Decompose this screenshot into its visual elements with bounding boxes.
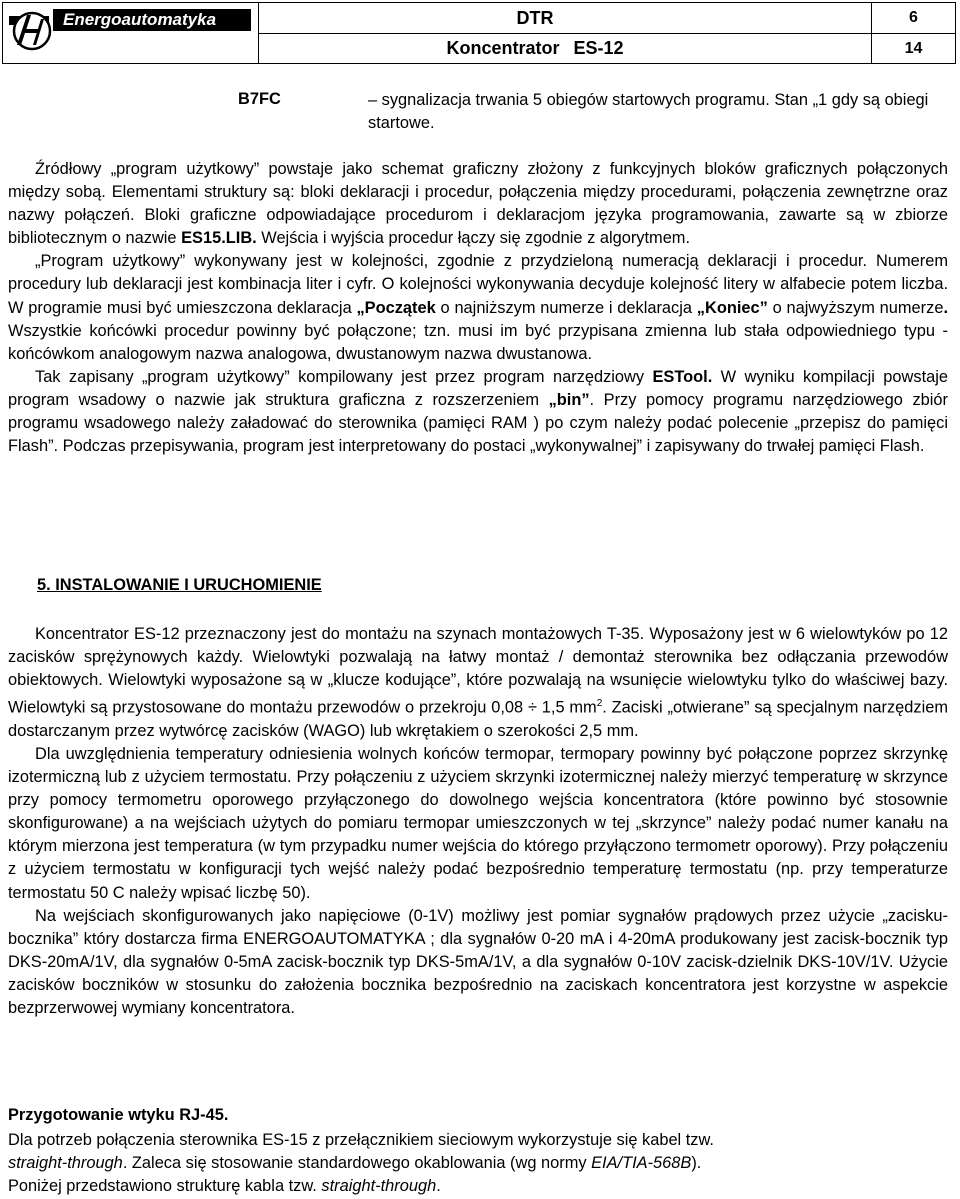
text-run: Poniżej przedstawiono strukturę kabla tzw. (8, 1177, 322, 1196)
page-number-cell (872, 3, 955, 63)
rj45-heading: Przygotowanie wtyku RJ-45. (8, 1106, 229, 1124)
text-run: Wejścia i wyjścia procedur łączy się zgodnie z algorytmem. (256, 229, 691, 248)
standard-name: EIA/TIA-568B (591, 1154, 692, 1173)
energoautomatyka-logo-icon (8, 7, 52, 51)
text-run: o najwyższym numerze (767, 298, 944, 317)
rj45-line-1: Dla potrzeb połączenia sterownika ES-15 z przełącznikiem sieciowym wykorzystuje się kabel tzw. (8, 1131, 714, 1149)
section-heading: 5. INSTALOWANIE I URUCHOMIENIE (37, 576, 322, 594)
superscript: 2 (596, 698, 603, 710)
doc-subject-name: Koncentrator (446, 38, 560, 58)
library-name: ES15.LIB. (181, 229, 257, 248)
cable-type: straight-through (321, 1177, 437, 1196)
text-run: . (436, 1177, 441, 1196)
file-extension: „bin” (548, 390, 590, 409)
company-logo-cell (3, 3, 259, 63)
keyword-end: „Koniec” (696, 298, 768, 317)
text-run: ). (691, 1154, 702, 1173)
text-run: . Przy pomocy programu narzędziowego zbiór programu wsadowego należy załadować do sterownika (pamięci RAM ) po czym należy podać polecenie „przepisz do pamięci Flash”. Podczas przepisywania, program jest interpretowany do postaci „wykonywalnej” i zapisywany do trwałej pamięci Flash. (8, 390, 948, 456)
text-run: Tak zapisany „program użytkowy” kompilowany jest przez program narzędziowy (35, 367, 653, 386)
paragraph-thermocouples: Dla uwzględnienia temperatury odniesienia wolnych końców termopar, termopary powinny być połączone poprzez skrzynkę izotermiczną lub z użyciem termostatu. Przy połączeniu z użyciem skrzynki izotermicznej należy mierzyć temperaturę w skrzynce przy pomocy termometru oporowego przyłączonego do dowolnego wejścia koncentratora (które powinno być stosownie skonfigurowane) a na wejściach użytych do pomiaru termopar umieszczonych w tej „skrzynce” należy podać numer kanału na którym mierzona jest temperatura (w tym przypadku numer wejścia do którego przyłączono termometr oporowy). Przy połączeniu z użyciem termostatu w konfiguracji tych wejść należy podać bezpośrednio temperaturę termostatu (np. przy temperaturze termostatu 50 C należy wpisać liczbę 50). (8, 744, 948, 902)
status-description: – sygnalizacja trwania 5 obiegów startowych programu. Stan „1 gdy są obiegi startowe. (368, 91, 929, 133)
text-run: . Zaciski „otwierane” są specjalnym narzędziem dostarczanym przez wytwórcę zacisków (WAGO) lub wkrętakiem o szerokości 2,5 mm. (8, 698, 948, 740)
installation-block (8, 623, 948, 1020)
rj45-line-2 (8, 1152, 948, 1175)
page-number: 14 (904, 39, 923, 57)
company-name: Energoautomatyka (53, 9, 251, 31)
page-header (2, 2, 956, 64)
text-run: W wyniku kompilacji powstaje program wsadowy o nazwie jak struktura graficzna z rozszerzeniem (8, 367, 948, 409)
doc-model: ES-12 (573, 38, 624, 58)
doc-subject (259, 34, 871, 63)
text-run: . (943, 298, 948, 317)
rj45-line-3 (8, 1175, 948, 1198)
document-title-cell (259, 3, 872, 63)
text-run: Koncentrator ES-12 przeznaczony jest do montażu na szynach montażowych T-35. Wyposażony jest w 6 wielowtyków po 12 zacisków sprężynowych każdy. Wielowtyki pozwalają na łatwy montaż / demontaż sterownika bez odłączania przewodów obiektowych. Wielowtyki wyposażone są w „klucze kodujące”, które pozwalają na wsunięcie wielowtyku tylko do właściwej bazy. Wielowtyki są przystosowane do montażu przewodów o przekroju 0,08 ÷ 1,5 mm (8, 625, 948, 717)
paragraph-source-program (8, 158, 948, 250)
doc-code: DTR (259, 3, 871, 34)
program-description-block (8, 158, 948, 458)
cable-type: straight-through (8, 1154, 123, 1173)
paragraph-mounting (8, 623, 948, 743)
tool-name: ESTool. (652, 367, 713, 386)
text-run: . Zaleca się stosowanie standardowego okablowania (wg normy (122, 1154, 592, 1173)
text-run: Źródłowy „program użytkowy” powstaje jako schemat graficzny złożony z funkcyjnych bloków graficznych połączonych między sobą. Elementami struktury są: bloki deklaracji i procedur, połączenia między procedurami, połączenia zewnętrzne oraz nazwy połączeń. Bloki graficzne odpowiadające procedurom i deklaracjom języka programowania, zawarte są w zbiorze bibliotecznym o nazwie (8, 160, 948, 248)
text-run: „Program użytkowy” wykonywany jest w kolejności, zgodnie z przydzieloną numeracją deklaracji i procedur. Numerem procedury lub deklaracji jest kombinacja liter i cyfr. O kolejności wykonywania decyduje kolejność litery w alfabecie potem liczba. W programie musi być umieszczona deklaracja (8, 252, 948, 317)
text-run: Wszystkie końcówki procedur powinny być połączone; tzn. musi im być przypisana zmienna lub stała odpowiedniego typu - końcówkom analogowym nazwa analogowa, dwustanowym nazwa dwustanowa. (8, 321, 948, 363)
paragraph-execution-order (8, 250, 948, 365)
keyword-begin: „Początek (356, 298, 436, 317)
paragraph-current-signals: Na wejściach skonfigurowanych jako napięciowe (0-1V) możliwy jest pomiar sygnałów prądowych przez użycie „zacisku-bocznika” który dostarcza firma ENERGOAUTOMATYKA ; dla sygnałów 0-20 mA i 4-20mA produkowany jest zacisk-bocznik typ DKS-20mA/1V, dla sygnałów 0-5mA zacisk-bocznik typ DKS-5mA/1V, a dla sygnałów 0-10V zacisk-dzielnik DKS-10V/1V. Użycie zacisków boczników w stosunku do założenia bocznika bezpośrednio na zaciskach koncentratora jest korzystne w aspekcie bezprzerwowej wymiany koncentratora. (8, 906, 948, 1017)
text-run: o najniższym numerze i deklaracja (435, 298, 697, 317)
rj45-block (8, 1129, 948, 1198)
status-code: B7FC (238, 90, 281, 108)
paragraph-compilation (8, 366, 948, 458)
section-number: 6 (872, 3, 955, 34)
